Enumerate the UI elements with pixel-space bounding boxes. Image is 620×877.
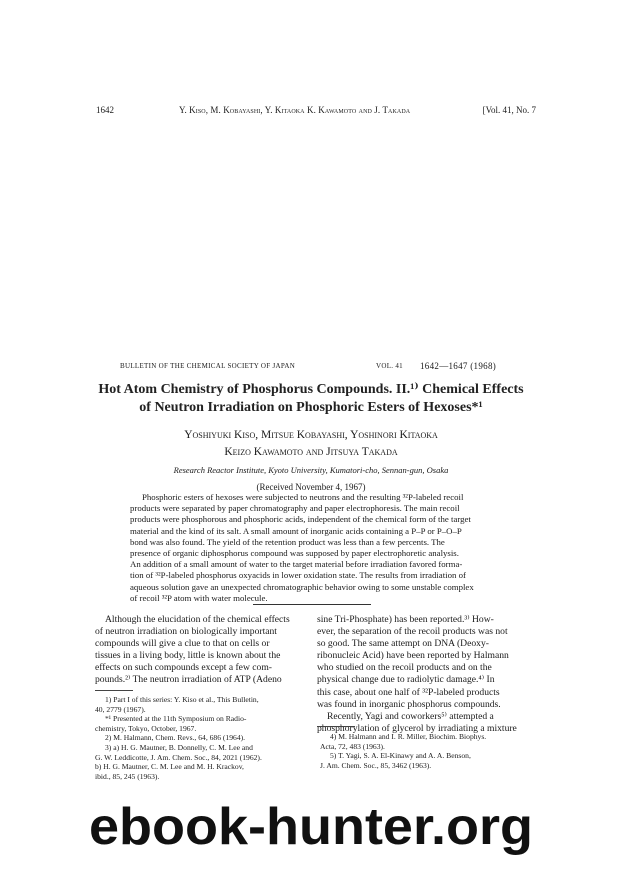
running-head-volume: [Vol. 41, No. 7 (482, 105, 536, 115)
body-line: ribonucleic Acid) have been reported by Halmann (317, 650, 509, 662)
body-line: ever, the separation of the recoil products was not (317, 626, 508, 638)
body-column-right (317, 614, 535, 735)
body-line: physical change due to radiolytic damage.⁴⁾ In (317, 674, 495, 686)
abstract-line: Phosphoric esters of hexoses were subjected to neutrons and the resulting ³²P-labeled recoil (142, 492, 464, 502)
abstract-line: bond was also found. The yield of the retention product was less than a few percents. The (130, 536, 445, 547)
footnote-line: 1) Part I of this series: Y. Kiso et al., This Bulletin, (105, 695, 259, 704)
footnote-line: chemistry, Tokyo, October, 1967. (95, 723, 197, 733)
footnote-line: J. Am. Chem. Soc., 85, 3462 (1963). (320, 760, 432, 770)
footnote-divider (317, 726, 355, 727)
abstract-line: An addition of a small amount of water to the target material before irradiation favored forma- (130, 559, 463, 570)
journal-name: BULLETIN OF THE CHEMICAL SOCIETY OF JAPAN (120, 362, 296, 370)
body-line: was found in inorganic phosphorus compounds. (317, 698, 501, 710)
abstract-line: of recoil ³²P atom with water molecule. (130, 592, 268, 603)
received-date: (Received November 4, 1967) (256, 482, 366, 492)
title-line: Hot Atom Chemistry of Phosphorus Compounds. II.¹⁾ Chemical Effects (98, 382, 524, 397)
watermark (86, 797, 536, 857)
footnotes-right (320, 732, 538, 770)
affiliation: Research Reactor Institute, Kyoto University, Kumatori-cho, Sennan-gun, Osaka (173, 465, 449, 475)
footnote-line: G. W. Leddicotte, J. Am. Chem. Soc., 84, 2021 (1962). (95, 752, 262, 762)
body-line: compounds will give a clue to that on cells or (95, 638, 270, 650)
footnote-line: 3) a) H. G. Mautner, B. Donnelly, C. M. Lee and (105, 742, 253, 752)
footnotes-left (95, 695, 310, 781)
abstract-line: material and the kind of its salt. A small amount of inorganic acids containing a P–P or P–O–P (130, 525, 462, 536)
footnote-line: b) H. G. Mautner, C. M. Lee and M. H. Krackov, (95, 762, 244, 772)
page-number: 1642 (96, 105, 114, 115)
body-column-left (95, 614, 305, 687)
abstract (130, 492, 514, 604)
abstract-line: products were separated by paper chromatography and paper electrophoresis. The main recoil (130, 503, 460, 514)
title-line: of Neutron Irradiation on Phosphoric Esters of Hexoses*¹ (139, 400, 483, 415)
footnote-line: 40, 2779 (1967). (95, 704, 146, 714)
footnote-line: 5) T. Yagi, S. A. El-Kinawy and A. A. Benson, (330, 751, 471, 761)
abstract-line: aqueous solution gave an unexpected chromatographic behavior owing to some unstable complex (130, 581, 474, 592)
body-line: Recently, Yagi and coworkers⁵⁾ attempted a (327, 710, 494, 722)
journal-pages: 1642—1647 (1968) (420, 361, 497, 371)
article-title (60, 381, 562, 417)
journal-volume: VOL. 41 (376, 362, 403, 370)
body-line: tissues in a living body, little is known about the (95, 650, 281, 662)
body-line: who studied on the recoil products and on the (317, 662, 492, 674)
body-line: effects on such compounds except a few com- (95, 662, 272, 674)
footnote-line: *¹ Presented at the 11th Symposium on Radio- (105, 714, 247, 724)
body-line: Although the elucidation of the chemical effects (105, 614, 290, 625)
abstract-line: products were phosphorous and phosphoric acids, independent of the chemical form of the target (130, 514, 471, 525)
abstract-line: presence of organic diphosphorus compound was supposed by paper electrophoretic analysis. (130, 548, 459, 559)
author-list (60, 427, 562, 461)
body-line: sine Tri-Phosphate) has been reported.³⁾ How- (317, 614, 494, 625)
footnote-line: ibid., 85, 245 (1963). (95, 771, 160, 781)
footnote-divider (95, 690, 133, 691)
author-line: Yoshiyuki Kiso, Mitsue Kobayashi, Yoshinori Kitaoka (184, 429, 438, 441)
footnote-line: 2) M. Halmann, Chem. Revs., 64, 686 (1964). (105, 733, 246, 743)
body-line: phosphorylation of glycerol by irradiating a mixture (317, 722, 517, 734)
body-line: this case, about one half of ³²P-labeled products (317, 686, 500, 698)
body-line: pounds.²⁾ The neutron irradiation of ATP (Adeno (95, 674, 282, 686)
author-line: Keizo Kawamoto and Jitsuya Takada (224, 446, 398, 458)
footnote-line: Acta, 72, 483 (1963). (320, 741, 385, 751)
watermark-text: ebook-hunter.org (89, 798, 533, 856)
body-line: so good. The same attempt on DNA (Deoxy- (317, 638, 489, 650)
footnote-line: 4) M. Halmann and I. R. Miller, Biochim. Biophys. (330, 732, 487, 741)
abstract-line: tion of ³²P-labeled phosphorus oxyacids in lower oxidation state. The results from irradiation of (130, 570, 466, 581)
body-line: of neutron irradiation on biologically important (95, 626, 277, 638)
running-head-authors: Y. Kiso, M. Kobayashi, Y. Kitaoka K. Kawamoto and J. Takada (179, 105, 411, 115)
abstract-divider (253, 604, 371, 605)
